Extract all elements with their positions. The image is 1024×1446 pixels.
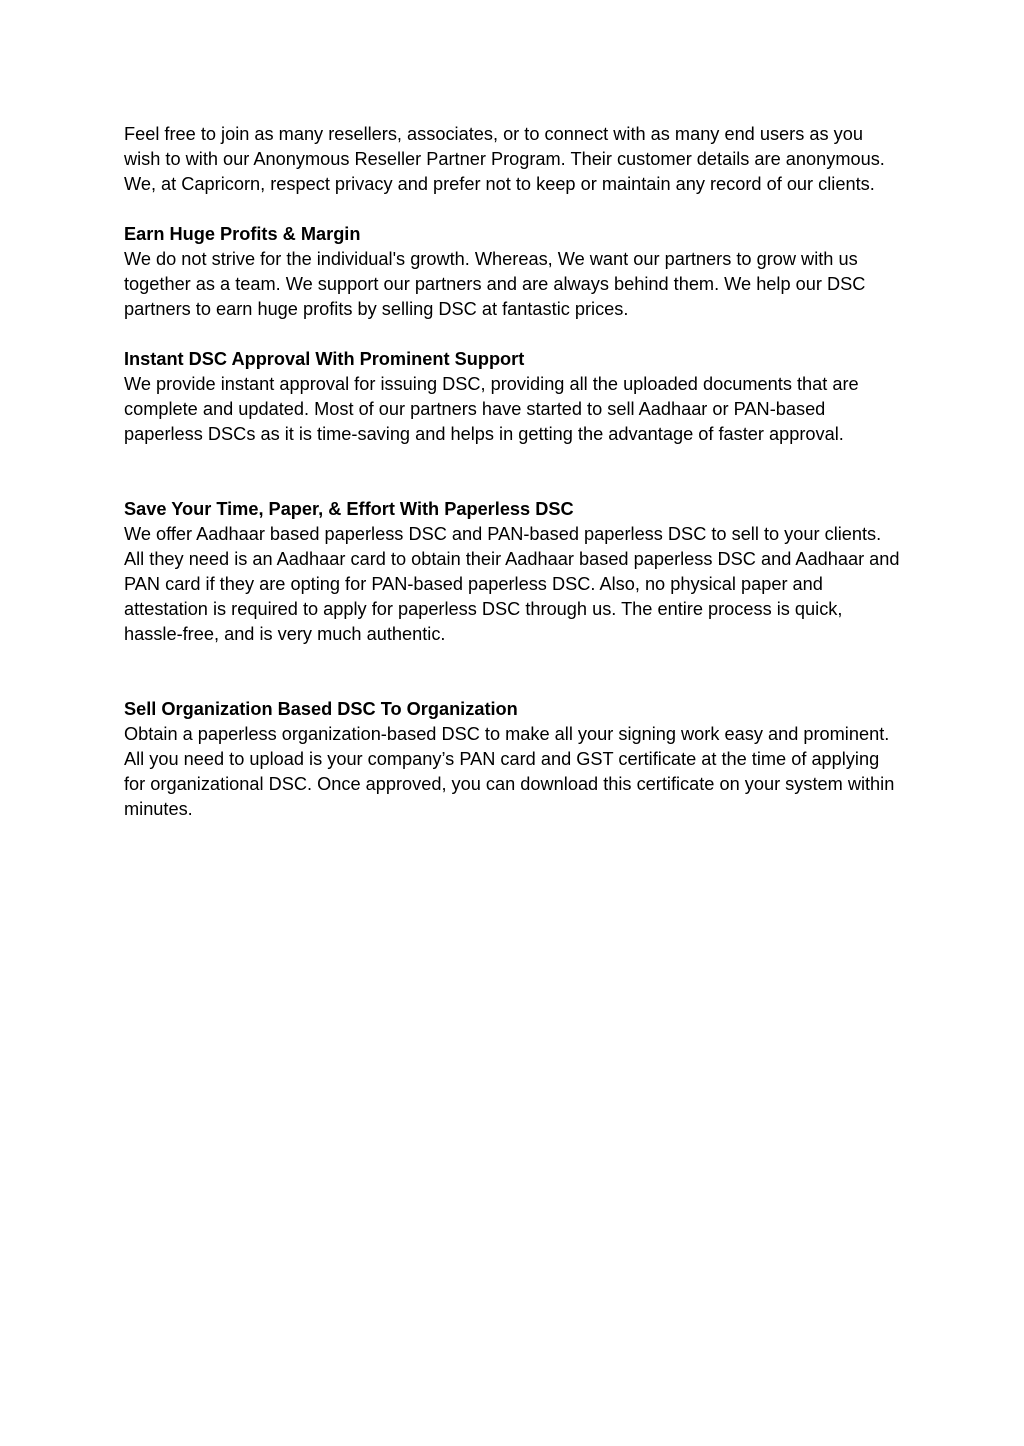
section-organization-dsc xyxy=(124,697,904,822)
section-earn-profits xyxy=(124,222,904,322)
section-heading: Save Your Time, Paper, & Effort With Paperless DSC xyxy=(124,499,574,519)
section-instant-approval xyxy=(124,347,904,447)
section-body: We do not strive for the individual's growth. Whereas, We want our partners to grow with us together as a team. We support our partners and are always behind them. We help our DSC partners to earn huge profits by selling DSC at fantastic prices. xyxy=(124,249,866,319)
section-heading: Earn Huge Profits & Margin xyxy=(124,224,361,244)
section-body: Obtain a paperless organization-based DSC to make all your signing work easy and prominent. All you need to upload is your company’s PAN card and GST certificate at the time of applying for organizational DSC. Once approved, you can download this certificate on your system within minutes. xyxy=(124,724,895,819)
section-heading: Instant DSC Approval With Prominent Support xyxy=(124,349,525,369)
section-paperless-dsc xyxy=(124,497,904,647)
section-heading: Sell Organization Based DSC To Organization xyxy=(124,699,518,719)
section-body: We offer Aadhaar based paperless DSC and PAN-based paperless DSC to sell to your clients. All they need is an Aadhaar card to obtain their Aadhaar based paperless DSC and Aadhaar and PAN card if they are opting for PAN-based paperless DSC. Also, no physical paper and attestation is required to apply for paperless DSC through us. The entire process is quick, hassle-free, and is very much authentic. xyxy=(124,524,900,644)
intro-paragraph: Feel free to join as many resellers, associates, or to connect with as many end users as you wish to with our Anonymous Reseller Partner Program. Their customer details are anonymous. We, at Capricorn, respect privacy and prefer not to keep or maintain any record of our clients. xyxy=(124,124,885,194)
document-page xyxy=(124,122,904,822)
section-body: We provide instant approval for issuing DSC, providing all the uploaded documents that are complete and updated. Most of our partners have started to sell Aadhaar or PAN-based paperless DSCs as it is time-saving and helps in getting the advantage of faster approval. xyxy=(124,374,859,444)
